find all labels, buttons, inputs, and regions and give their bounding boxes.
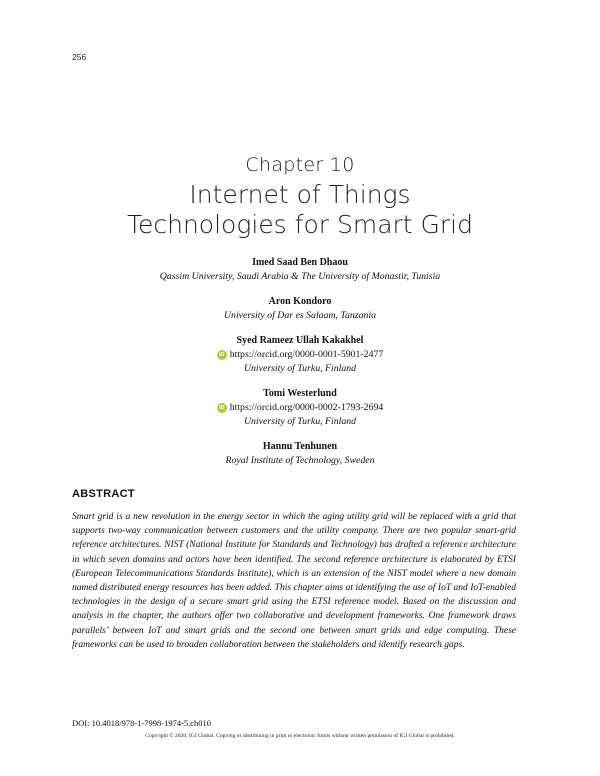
- orcid-url[interactable]: https://orcid.org/0000-0001-5901-2477: [229, 349, 384, 360]
- author-affiliation: University of Turku, Finland: [243, 416, 357, 427]
- author-name: Hannu Tenhunen: [262, 441, 338, 452]
- chapter-title-line-2: Technologies for Smart Grid: [126, 210, 474, 239]
- abstract-body: Smart grid is a new revolution in the energy sector in which the aging utility grid will be replaced with a grid that supports two-way communication between customers and the utility company. There are two popular smart-grid reference architectures. NIST (National Institute for Standards and Technology) has drafted a reference architecture in which seven domains and actors have been identified. The second reference architecture is elaborated by ETSI (European Telecommunications Standards Institute), which is an extension of the NIST model where a new domain named distributed energy resources has been added. This chapter aims at identifying the use of IoT and IoT-enabled technologies in the design of a secure smart grid using the ETSI reference model. Based on the discussion and analysis in the chapter, the authors offer two collaborative and development frameworks. One framework draws parallels’ between IoT and smart grids and the second one between smart grids and edge computing. These frameworks can be used to broaden collaboration between the stakeholders and identify research gaps.: [72, 512, 516, 650]
- author-list: [0, 256, 600, 479]
- orcid-icon: iD: [217, 350, 227, 360]
- author-name: Tomi Westerlund: [263, 388, 337, 399]
- page-number: 256: [72, 52, 87, 62]
- author-block: [0, 387, 600, 429]
- orcid-link[interactable]: [0, 348, 600, 362]
- copyright-notice: Copyright © 2020, IGI Global. Copying or distributing in print or electronic forms without written permission of IGI Global is prohibited.: [145, 733, 455, 739]
- author-affiliation: Royal Institute of Technology, Sweden: [225, 455, 375, 466]
- chapter-label: Chapter 10: [245, 154, 355, 176]
- author-name: Syed Rameez Ullah Kakakhel: [236, 335, 364, 346]
- chapter-title: [0, 180, 600, 240]
- doi: DOI: 10.4018/978-1-7998-1974-5.ch010: [72, 718, 212, 728]
- author-block: [0, 256, 600, 284]
- author-affiliation: Qassim University, Saudi Arabia & The University of Monastir, Tunisia: [159, 271, 441, 282]
- abstract-heading: ABSTRACT: [72, 488, 135, 500]
- orcid-icon: iD: [217, 403, 227, 413]
- author-name: Imed Saad Ben Dhaou: [252, 257, 348, 268]
- author-name: Aron Kondoro: [268, 296, 332, 307]
- author-block: [0, 440, 600, 468]
- orcid-link[interactable]: [0, 401, 600, 415]
- author-block: [0, 295, 600, 323]
- author-block: [0, 334, 600, 376]
- orcid-url[interactable]: https://orcid.org/0000-0002-1793-2694: [229, 402, 384, 413]
- chapter-title-line-1: Internet of Things: [189, 180, 411, 209]
- author-affiliation: University of Dar es Salaam, Tanzania: [223, 310, 377, 321]
- author-affiliation: University of Turku, Finland: [243, 363, 357, 374]
